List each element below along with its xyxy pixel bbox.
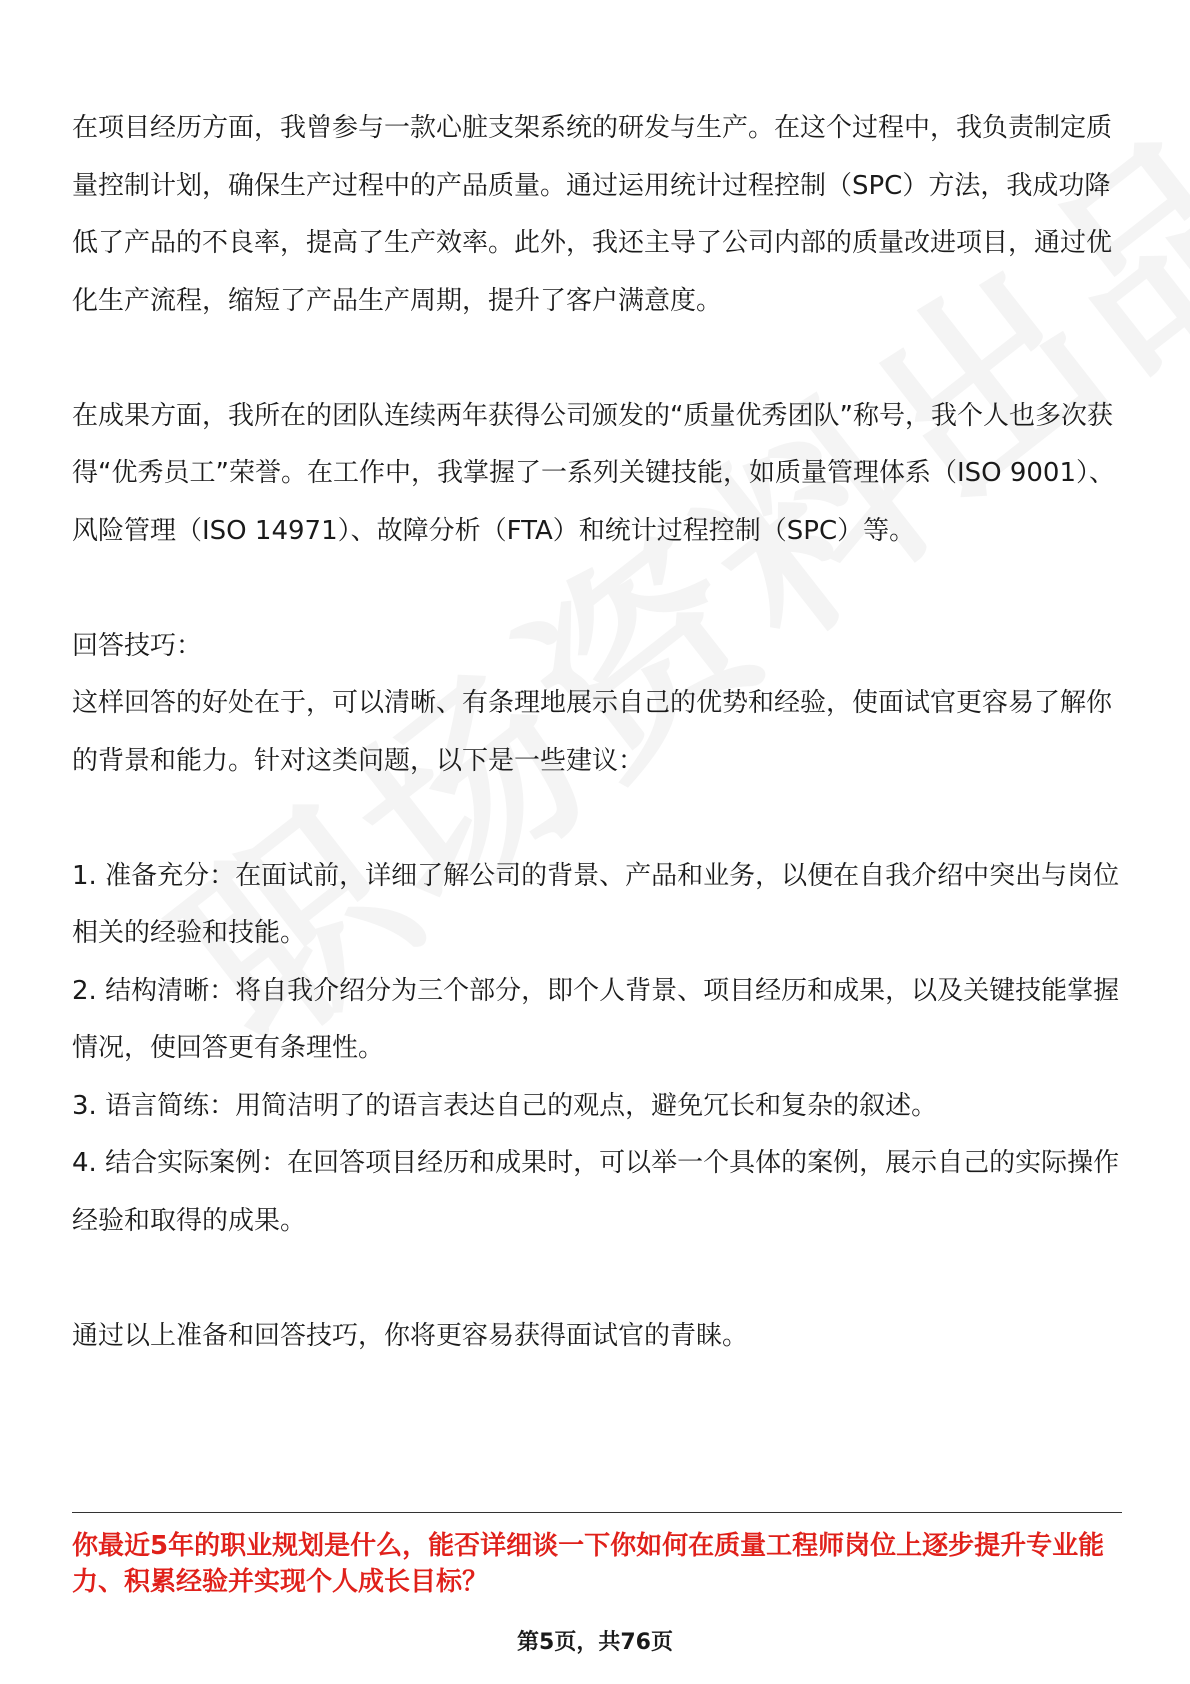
paragraph-spacer [72,330,1122,388]
tips-heading: 回答技巧： [72,630,203,661]
tip-item-4: 4. 结合实际案例：在回答项目经历和成果时，可以举一个具体的案例，展示自己的实际操作经验和取得的成果。 [72,1148,1120,1236]
paragraph-project-experience: 在项目经历方面，我曾参与一款心脏支架系统的研发与生产。在这个过程中，我负责制定质量控制计划，确保生产过程中的产品质量。通过运用统计过程控制（SPC）方法，我成功降低了产品的不良率，提高了生产效率。此外，我还主导了公司内部的质量改进项目，通过优化生产流程，缩短了产品生产周期，提升了客户满意度。 [72,113,1113,316]
tip-item-1: 1. 准备充分：在面试前，详细了解公司的背景、产品和业务，以便在自我介绍中突出与岗位相关的经验和技能。 [72,860,1120,948]
page-body [72,100,1122,1365]
next-question-heading: 你最近5年的职业规划是什么，能否详细谈一下你如何在质量工程师岗位上逐步提升专业能力、积累经验并实现个人成长目标？ [72,1531,1105,1597]
paragraph-spacer [72,560,1122,618]
paragraph-spacer [72,1250,1122,1308]
page-number-footer: 第5页，共76页 [517,1630,673,1655]
tip-item-2: 2. 结构清晰：将自我介绍分为三个部分，即个人背景、项目经历和成果，以及关键技能掌握情况，使回答更有条理性。 [72,975,1120,1063]
tips-intro: 这样回答的好处在于，可以清晰、有条理地展示自己的优势和经验，使面试官更容易了解你的背景和能力。针对这类问题，以下是一些建议： [72,688,1113,776]
tip-item-3: 3. 语言简练：用简洁明了的语言表达自己的观点，避免冗长和复杂的叙述。 [72,1090,938,1121]
closing-sentence: 通过以上准备和回答技巧，你将更容易获得面试官的青睐。 [72,1320,749,1351]
paragraph-spacer [72,790,1122,848]
paragraph-achievements: 在成果方面，我所在的团队连续两年获得公司颁发的“质量优秀团队”称号，我个人也多次获得“优秀员工”荣誉。在工作中，我掌握了一系列关键技能，如质量管理体系（ISO 9001）、风险管理（ISO 14971）、故障分析（FTA）和统计过程控制（SPC）等。 [72,400,1116,546]
section-divider [72,1512,1122,1513]
